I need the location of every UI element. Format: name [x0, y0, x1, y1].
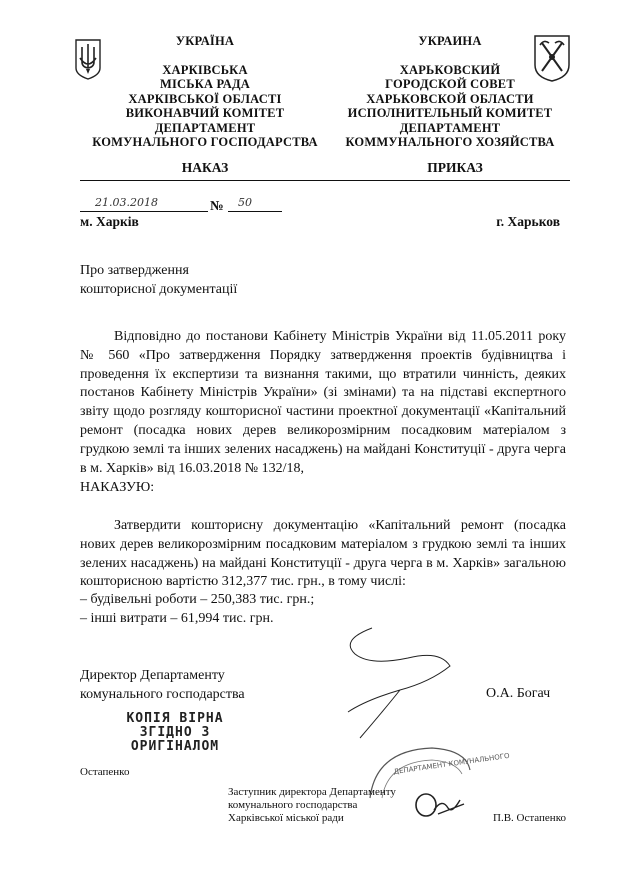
header-line: ХАРКІВСЬКА — [162, 62, 248, 77]
subject-line: Про затвердження — [80, 263, 189, 278]
header-left — [70, 34, 340, 150]
city-ua: м. Харків — [80, 214, 139, 229]
header-line: ХАРЬКОВСКИЙ — [399, 62, 501, 77]
deputy-title-line: комунального господарства — [228, 799, 358, 811]
deputy-name: П.В. Остапенко — [493, 812, 566, 824]
copy-stamp-line: ОРИГІНАЛОМ — [130, 739, 220, 754]
order-date: 21.03.2018 — [95, 196, 158, 209]
city-ru: г. Харьков — [496, 214, 560, 229]
number-label: № — [210, 198, 224, 213]
header-line: МІСЬКА РАДА — [159, 77, 251, 91]
header-line: ИСПОЛНИТЕЛЬНЫЙ КОМИТЕТ — [347, 106, 553, 120]
seal-text: ДЕПАРТАМЕНТ КОМУНАЛЬНОГО — [393, 751, 511, 776]
header-line: ХАРЬКОВСКОЙ ОБЛАСТИ — [366, 91, 534, 106]
doc-type-ru: ПРИКАЗ — [427, 160, 483, 175]
deputy-title-line: Харківської міської ради — [228, 812, 344, 824]
header-line: ВИКОНАВЧИЙ КОМІТЕТ — [125, 106, 285, 120]
signatory-title-line: комунального господарства — [80, 686, 245, 702]
header-line: ХАРКІВСЬКОЇ ОБЛАСТІ — [128, 91, 282, 106]
header-line: КОММУНАЛЬНОГО ХОЗЯЙСТВА — [345, 135, 555, 149]
copy-stamp-line: КОПІЯ ВІРНА — [126, 711, 224, 726]
deputy-signature — [408, 790, 468, 820]
deputy-title-line: Заступник директора Департаменту — [228, 786, 396, 798]
order-number: 50 — [238, 196, 252, 209]
copy-stamp-line: ЗГІДНО З — [139, 725, 211, 740]
signatory-title-line: Директор Департаменту — [80, 668, 225, 683]
header-right — [330, 34, 570, 150]
director-signature — [300, 620, 470, 760]
country-ua: УКРАЇНА — [175, 34, 235, 48]
executor: Остапенко — [80, 766, 130, 778]
cost-items — [80, 591, 314, 629]
signatory-name: О.А. Богач — [486, 686, 551, 701]
header-line: ДЕПАРТАМЕНТ — [154, 120, 256, 135]
country-ru: УКРАИНА — [418, 34, 482, 48]
copy-stamp — [112, 712, 238, 754]
header-divider — [80, 180, 570, 181]
order-word: НАКАЗУЮ: — [80, 480, 155, 495]
deputy-title — [228, 786, 396, 825]
date-underline — [80, 211, 208, 212]
header-line: ДЕПАРТАМЕНТ — [399, 120, 501, 135]
paragraph-decision: Затвердити кошторисну документацію «Капітальний ремонт (посадка нових дерев великорозмірним посадковим матеріалом з грудкою землі та інших зелених насаджень) на майдані Конституції - друга черга в м. Харків» загальною кошторисною вартістю 312,377 тис. грн., в тому числі: — [80, 518, 566, 590]
header-line: ГОРОДСКОЙ СОВЕТ — [385, 77, 515, 91]
list-item: – інші витрати – 61,994 тис. грн. — [80, 610, 274, 626]
signatory-title — [80, 667, 245, 705]
subject-line: кошторисної документації — [80, 281, 238, 297]
number-underline — [228, 211, 282, 212]
header-line: КОМУНАЛЬНОГО ГОСПОДАРСТВА — [92, 135, 318, 149]
paragraph-preamble: Відповідно до постанови Кабінету Міністрів України від 11.05.2011 року № 560 «Про затвердження Порядку затвердження проектів будівництва і проведення їх експертизи та визнання такими, що втратили чинність, деяких постанов Кабінету Міністрів України» (зі змінами) та на підставі експертного звіту щодо розгляду кошторисної частини проектної документації «Капітальний ремонт (посадка нових дерев великорозмірним посадковим матеріалом з грудкою землі та інших зелених насаджень) на майдані Конституції - друга черга в м. Харків» від 16.03.2018 № 132/18, — [80, 329, 566, 476]
doc-type-ua: НАКАЗ — [181, 160, 229, 175]
list-item: – будівельні роботи – 250,383 тис. грн.; — [80, 592, 315, 607]
subject — [80, 262, 237, 300]
